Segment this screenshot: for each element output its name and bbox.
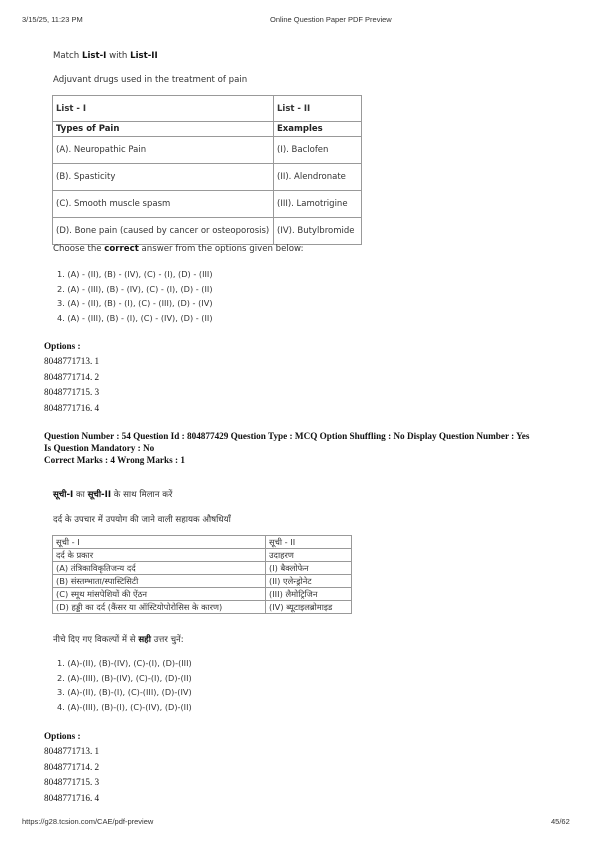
table-cell: (B) संस्तम्भाता/स्पास्टिसिटी [53, 575, 266, 588]
list-item: 2. (A)-(III), (B)-(IV), (C)-(I), (D)-(II) [57, 672, 192, 683]
table-header-row [53, 96, 362, 122]
table-row [53, 562, 352, 575]
table-subheader-cell: Types of Pain [53, 122, 274, 137]
table-cell: (IV) ब्यूटाइलब्रोमाइड [266, 601, 352, 614]
list-item: 3. (A) - (II), (B) - (I), (C) - (III), (D) - (IV) [57, 298, 213, 308]
table-cell: (C). Smooth muscle spasm [53, 191, 274, 218]
page-url: https://g28.tcsion.com/CAE/pdf-preview [22, 817, 154, 826]
table-subheader-cell: Examples [274, 122, 362, 137]
table-cell: (III) लैमोट्रिजिन [266, 588, 352, 601]
choose-instruction-en: Choose the correct answer from the options given below: [53, 244, 304, 254]
table-row [53, 164, 362, 191]
table-header-row [53, 536, 352, 549]
list-item: 8048771713. 1 [44, 746, 100, 756]
list-item: 2. (A) - (III), (B) - (IV), (C) - (I), (D) - (II) [57, 283, 213, 294]
list-item: 8048771714. 2 [44, 371, 100, 382]
list-item: 8048771715. 3 [44, 777, 100, 787]
print-title: Online Question Paper PDF Preview [270, 15, 392, 24]
question-meta-line: Question Number : 54 Question Id : 804877429 Question Type : MCQ Option Shuffling : No Display Question Number : Yes [44, 431, 530, 441]
table-subheader-cell: उदाहरण [266, 549, 352, 562]
table-cell: (II). Alendronate [274, 164, 362, 191]
options-list [44, 354, 99, 416]
list-item: 8048771713. 1 [44, 356, 100, 366]
list-item: 1. (A) - (II), (B) - (IV), (C) - (I), (D) - (III) [57, 269, 213, 279]
table-cell: (A) तंत्रिकाविकृतिजन्य दर्द [53, 562, 266, 575]
table-cell: (A). Neuropathic Pain [53, 137, 274, 164]
match-table-hi [52, 535, 352, 614]
list-item: 1. (A)-(II), (B)-(IV), (C)-(I), (D)-(III) [57, 658, 192, 668]
table-row [53, 601, 352, 614]
question-meta-line: Correct Marks : 4 Wrong Marks : 1 [44, 455, 185, 465]
list-item: 4. (A)-(III), (B)-(I), (C)-(IV), (D)-(II) [57, 701, 192, 712]
table-subheader-cell: दर्द के प्रकार [53, 549, 266, 562]
options-label: Options : [44, 341, 81, 351]
list-item: 4. (A) - (III), (B) - (I), (C) - (IV), (D) - (II) [57, 312, 213, 323]
table-cell: (D) हड्डी का दर्द (कैंसर या ऑस्टियोपोरोसिस के कारण) [53, 601, 266, 614]
question-meta [44, 430, 564, 466]
table-header-cell: List - II [274, 96, 362, 122]
table-cell: (I). Baclofen [274, 137, 362, 164]
table-header-cell: सूची - II [266, 536, 352, 549]
page-number: 45/62 [551, 817, 570, 826]
list-item: 8048771716. 4 [44, 792, 100, 803]
table-row [53, 218, 362, 245]
question-instruction-hi: सूची-I का सूची-II के साथ मिलान करें [53, 490, 173, 500]
list-item: 3. (A)-(II), (B)-(I), (C)-(III), (D)-(IV) [57, 687, 192, 697]
question-meta-line: Is Question Mandatory : No [44, 443, 155, 453]
table-cell: (II) एलेन्ड्रोनेट [266, 575, 352, 588]
table-cell: (C) स्मूथ मांसपेशियों की ऐंठन [53, 588, 266, 601]
question-subtitle-en: Adjuvant drugs used in the treatment of pain [53, 75, 248, 85]
list-item: 8048771715. 3 [44, 387, 100, 397]
answer-choices-en [57, 267, 213, 325]
table-row [53, 588, 352, 601]
table-row [53, 191, 362, 218]
table-subheader-row [53, 122, 362, 137]
options-label: Options : [44, 731, 81, 741]
table-cell: (D). Bone pain (caused by cancer or osteoporosis) [53, 218, 274, 245]
question-instruction-en: Match List-I with List-II [53, 51, 158, 61]
list-item: 8048771714. 2 [44, 761, 100, 772]
options-list [44, 744, 99, 806]
table-subheader-row [53, 549, 352, 562]
table-row [53, 137, 362, 164]
table-cell: (I) बैक्लोफेन [266, 562, 352, 575]
question-subtitle-hi: दर्द के उपचार में उपयोग की जाने वाली सहायक औषधियाँ [53, 515, 231, 525]
answer-choices-hi [57, 656, 192, 714]
table-header-cell: List - I [53, 96, 274, 122]
list-item: 8048771716. 4 [44, 402, 100, 413]
table-cell: (IV). Butylbromide [274, 218, 362, 245]
print-datetime: 3/15/25, 11:23 PM [22, 15, 83, 24]
table-header-cell: सूची - I [53, 536, 266, 549]
choose-instruction-hi: नीचे दिए गए विकल्पों में से सही उत्तर चुनें: [53, 635, 184, 645]
table-cell: (III). Lamotrigine [274, 191, 362, 218]
table-row [53, 575, 352, 588]
match-table-en [52, 95, 362, 245]
table-cell: (B). Spasticity [53, 164, 274, 191]
